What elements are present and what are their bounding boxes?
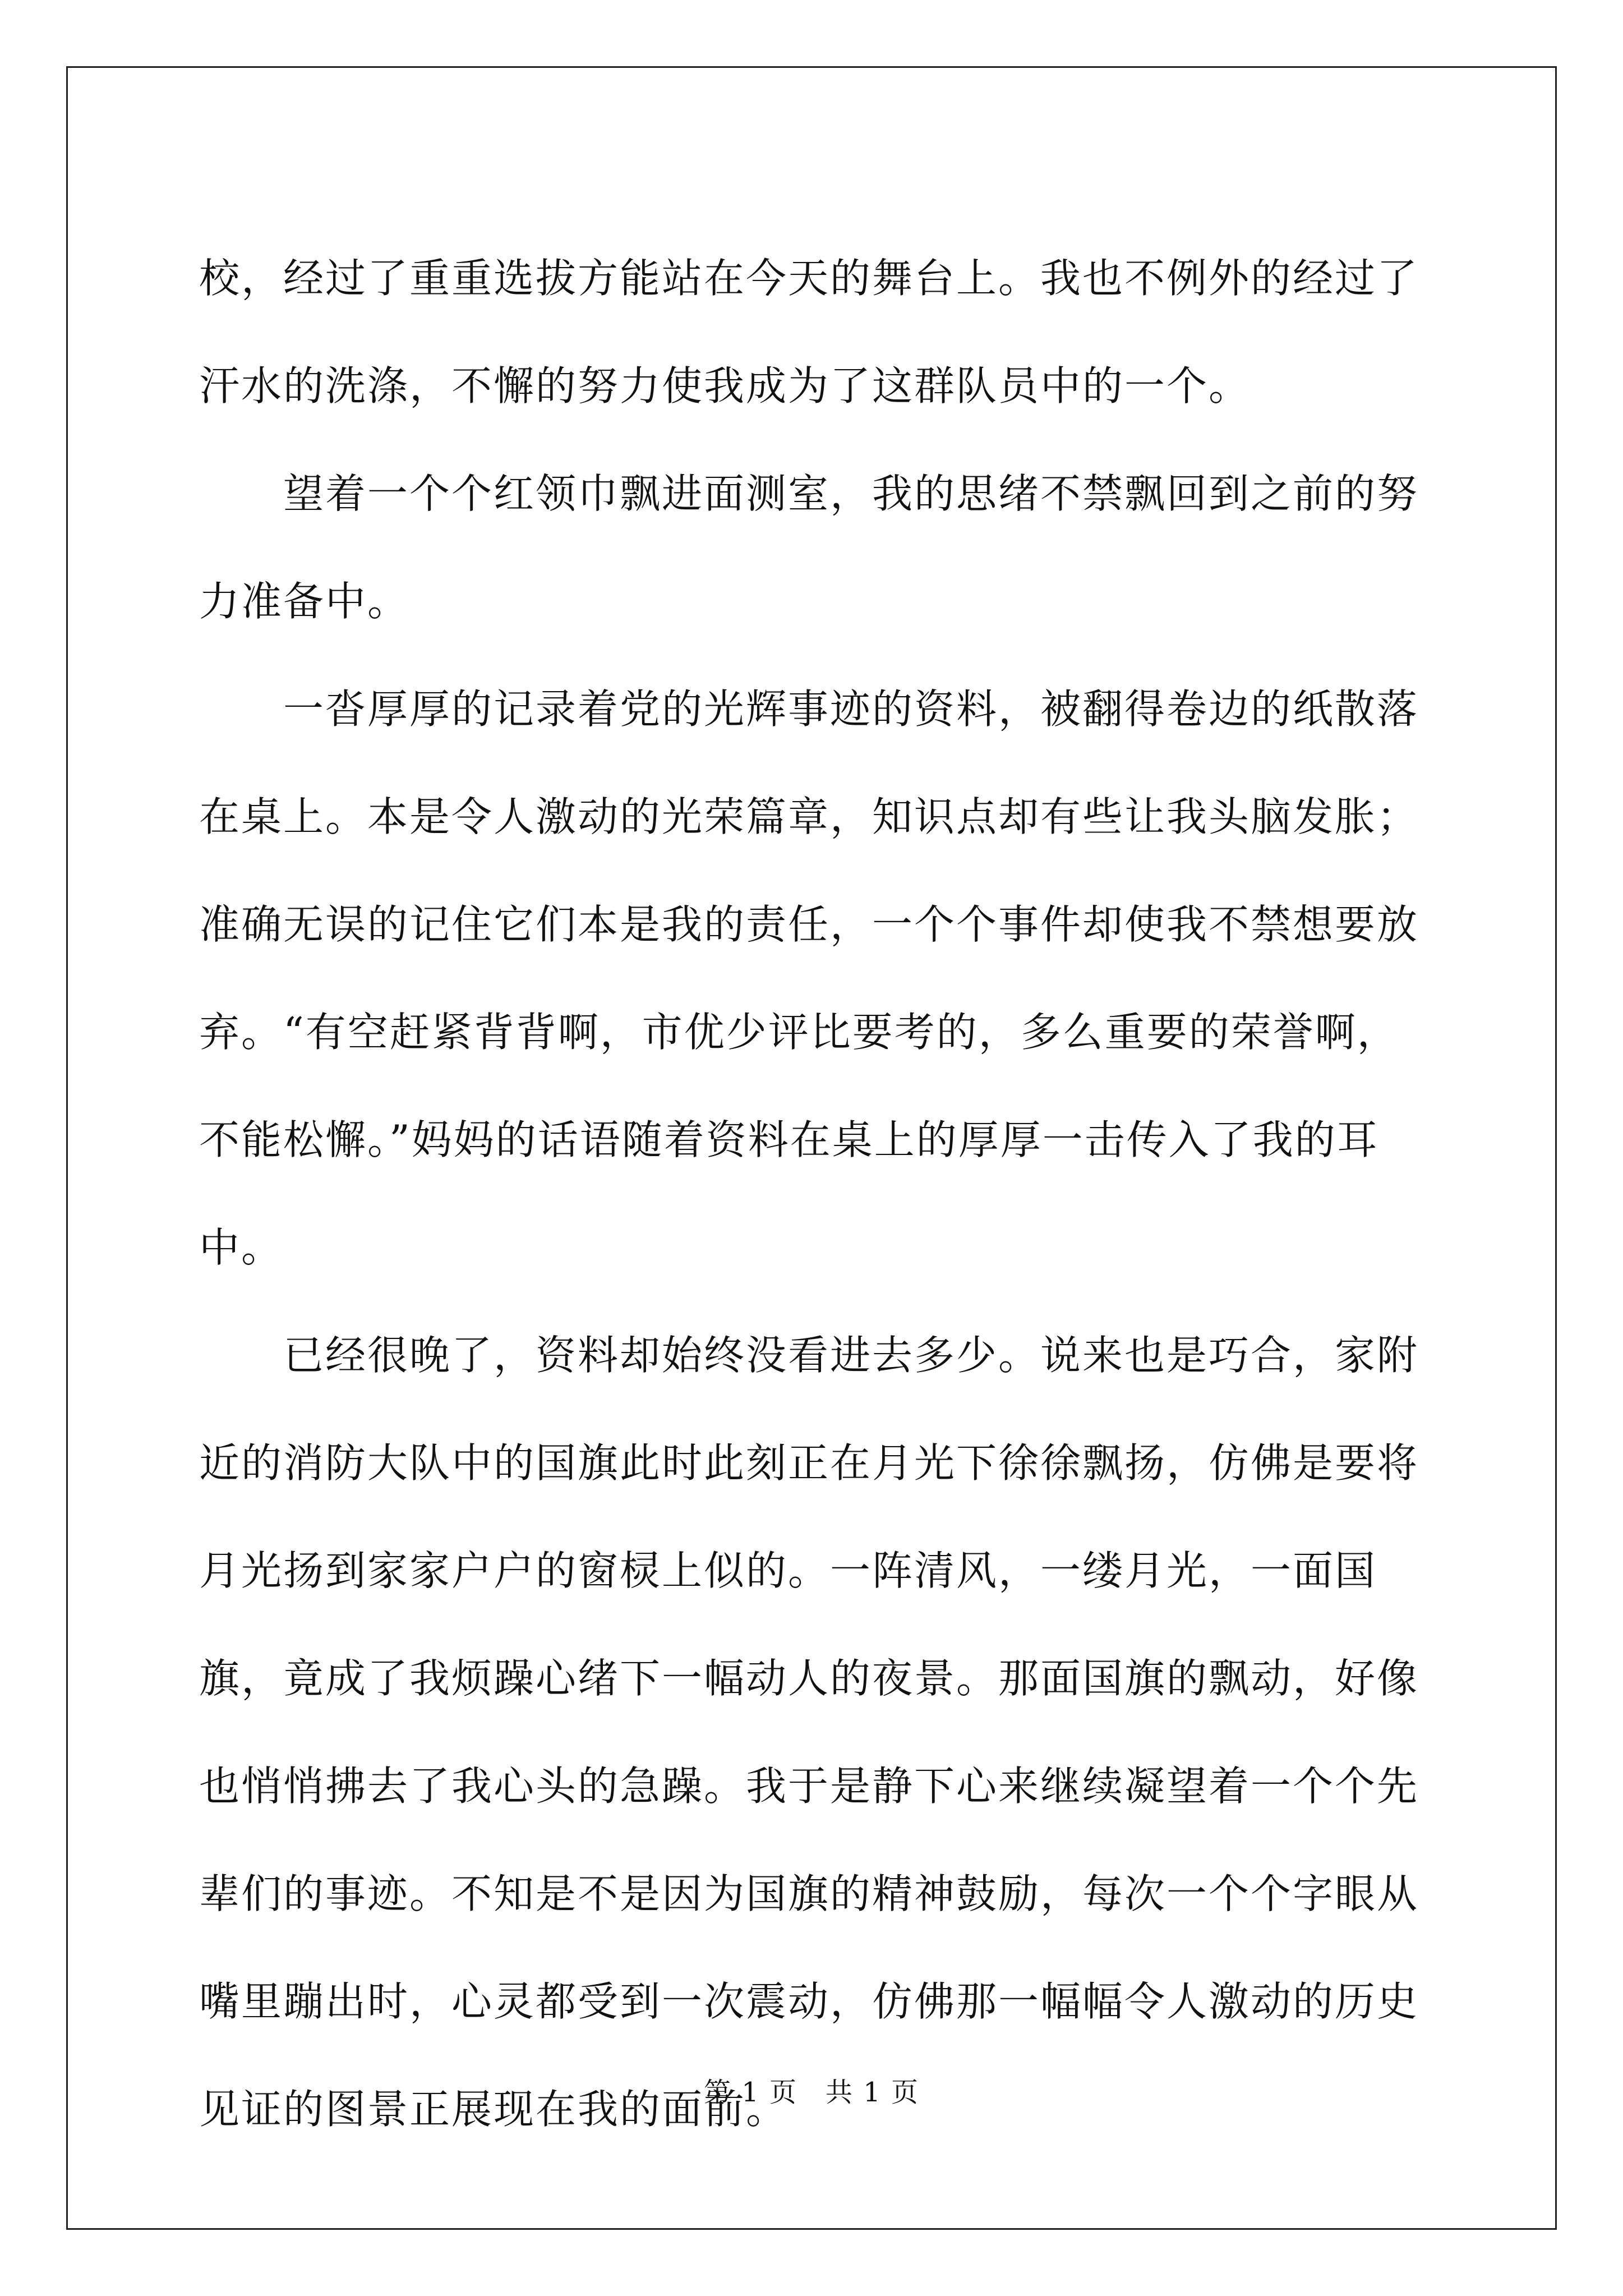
page-number-footer: 第 1 页 共 1 页 (703, 2077, 920, 2108)
document-body (199, 224, 1427, 2163)
paragraph-1: 校，经过了重重选拔方能站在今天的舞台上。我也不例外的经过了汗水的洗涤，不懈的努力使我成为了这群队员中的一个。 (199, 255, 1419, 409)
paragraph-2: 望着一个个红领巾飘进面测室，我的思绪不禁飘回到之前的努力准备中。 (199, 470, 1419, 625)
paragraph-3: 一沓厚厚的记录着党的光辉事迹的资料，被翻得卷边的纸散落在桌上。本是令人激动的光荣篇章，知识点却有些让我头脑发胀；准确无误的记住它们本是我的责任，一个个事件却使我不禁想要放弃。“有空赶紧背背啊，市优少评比要考的，多么重要的荣誉啊，不能松懈。”妈妈的话语随着资料在桌上的厚厚一击传入了我的耳中。 (199, 685, 1419, 1271)
paragraph-4: 已经很晚了，资料却始终没看进去多少。说来也是巧合，家附近的消防大队中的国旗此时此刻正在月光下徐徐飘扬，仿佛是要将月光扬到家家户户的窗棂上似的。一阵清风，一缕月光，一面国旗，竟成了我烦躁心绪下一幅动人的夜景。那面国旗的飘动，好像也悄悄拂去了我心头的急躁。我于是静下心来继续凝望着一个个先辈们的事迹。不知是不是因为国旗的精神鼓励，每次一个个字眼从嘴里蹦出时，心灵都受到一次震动，仿佛那一幅幅令人激动的历史见证的图景正展现在我的面前。 (199, 1332, 1419, 2133)
